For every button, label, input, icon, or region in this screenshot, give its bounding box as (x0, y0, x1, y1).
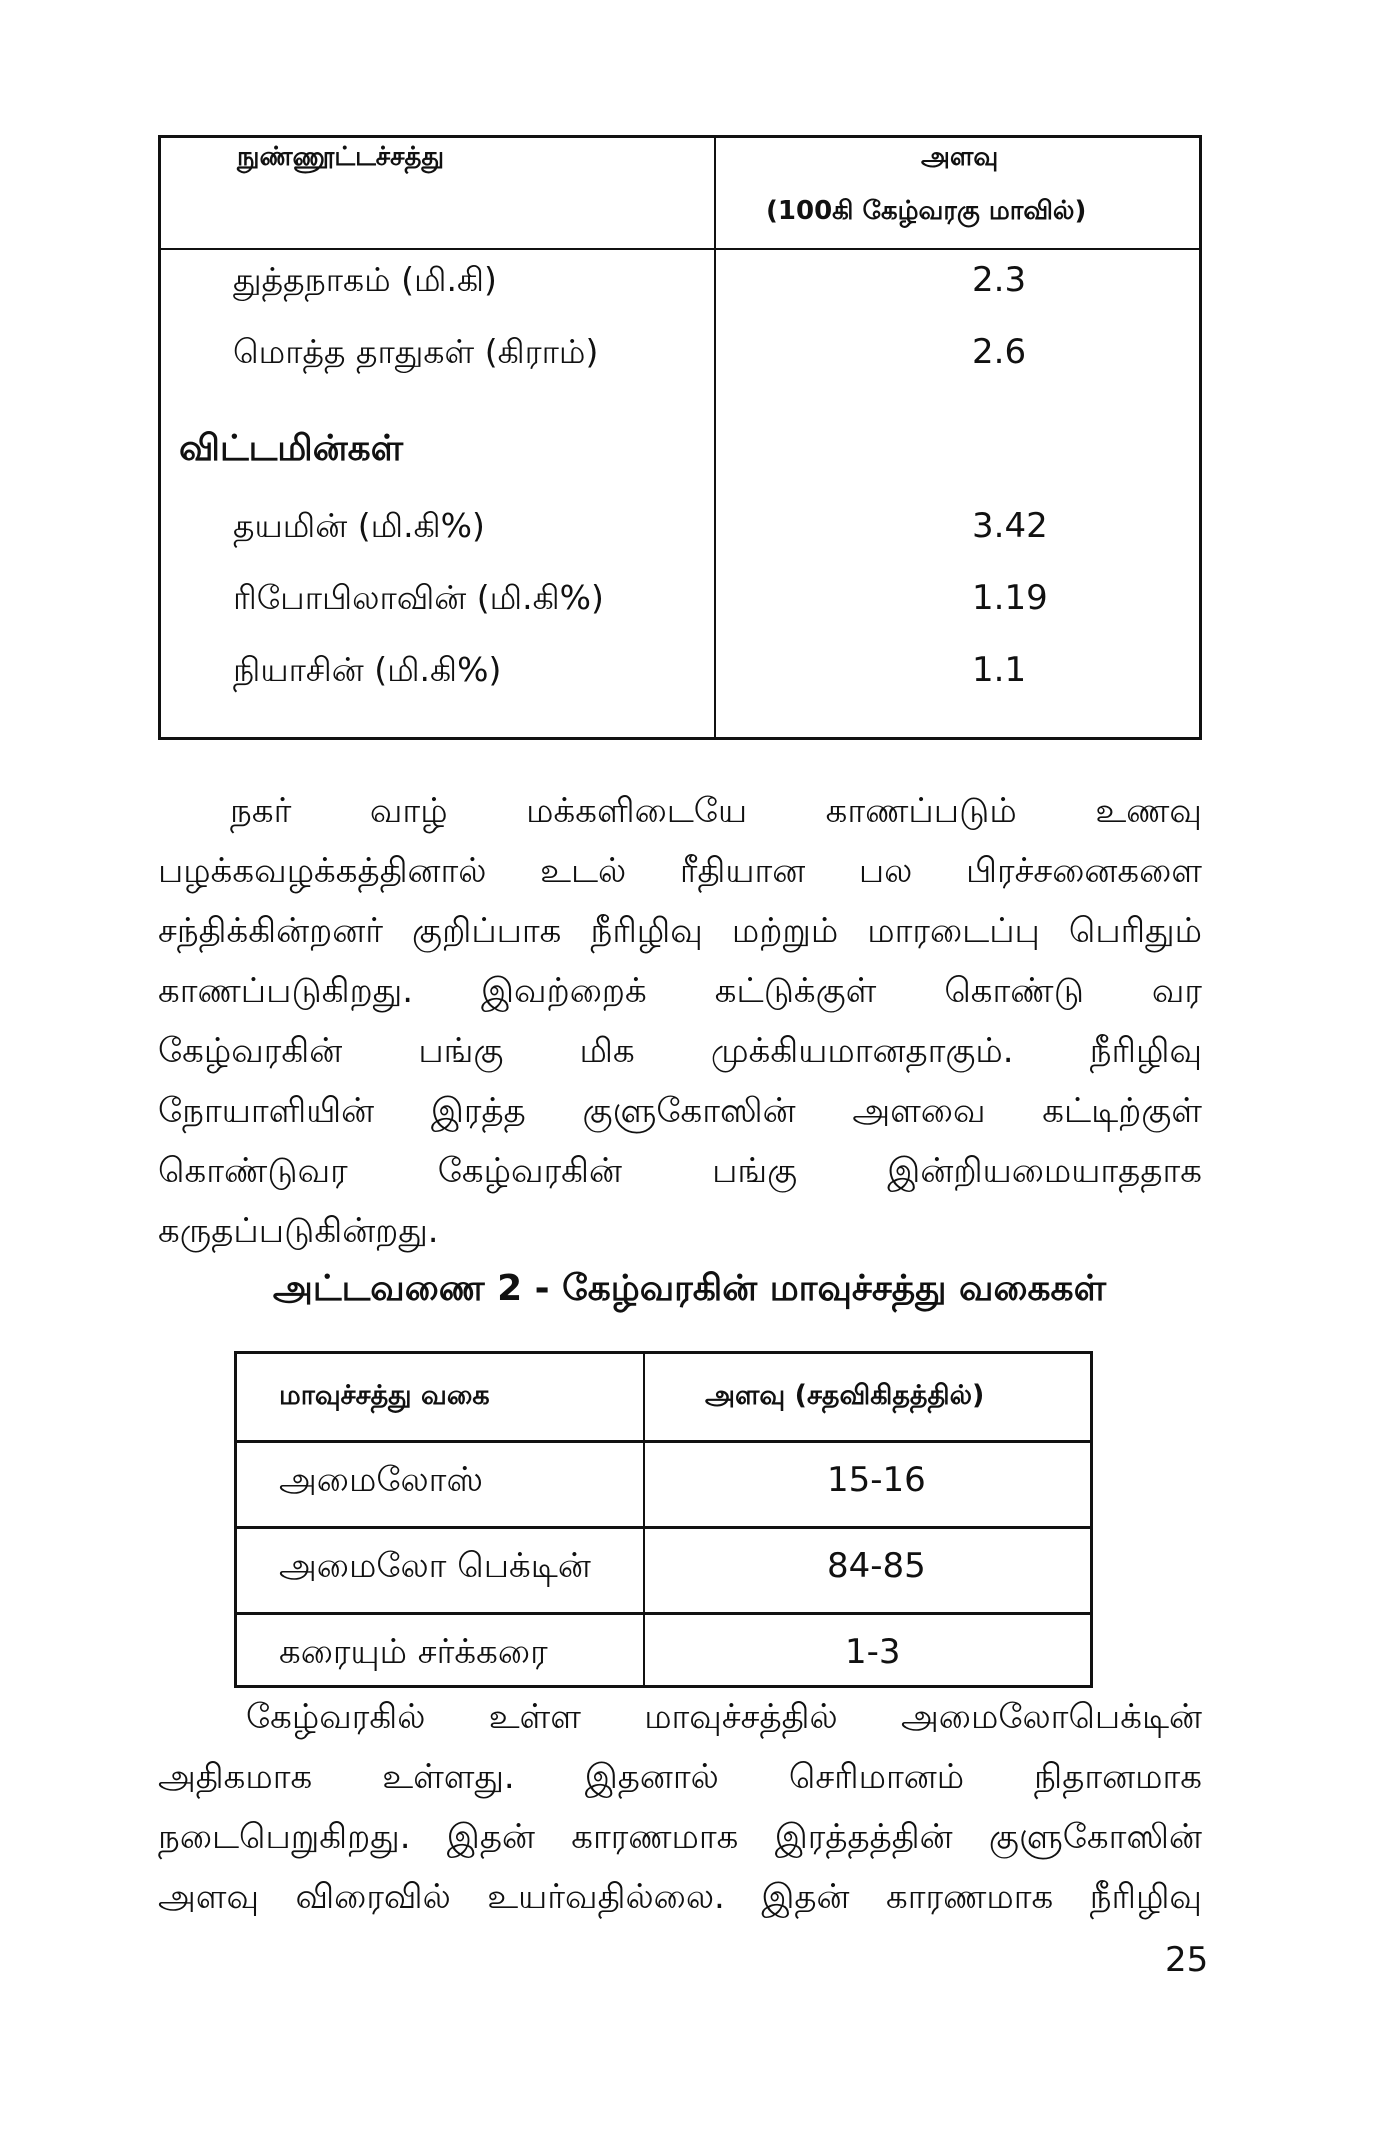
table-header-starch-type: மாவுச்சத்து வகை (279, 1380, 490, 1411)
word: இரத்தத்தின் (774, 1817, 953, 1857)
table-title: அட்டவணை 2 - கேழ்வரகின் மாவுச்சத்து வகைகள் (272, 1268, 1107, 1309)
table-row-value: 2.3 (972, 260, 1027, 300)
word: அமைலோபெக்டின் (901, 1697, 1202, 1737)
word: பங்கு (418, 1031, 504, 1071)
paragraph-line (158, 1817, 1202, 1861)
word: இன்றியமையாததாக (887, 1151, 1202, 1191)
word: பல (858, 851, 913, 891)
word: இதன் (761, 1877, 850, 1917)
word: குளுகோஸின் (582, 1091, 796, 1131)
table-section-heading: விட்டமின்கள் (179, 428, 404, 469)
table-row-value: 1.19 (972, 578, 1048, 618)
word: பிரச்சனைகளை (966, 851, 1202, 891)
paragraph-last-line: கருதப்படுகின்றது. (158, 1211, 439, 1251)
table-row-divider (237, 1440, 1090, 1443)
word: உடல் (540, 851, 627, 891)
paragraph-line (158, 1877, 1202, 1921)
page-number: 25 (1165, 1940, 1209, 1980)
word: இதனால் (584, 1757, 719, 1797)
word: நகர் (230, 791, 292, 831)
paragraph-line (158, 1757, 1202, 1801)
word: நீரிழிவு (590, 911, 703, 951)
word: பங்கு (712, 1151, 798, 1191)
word: குளுகோஸின் (988, 1817, 1202, 1857)
paragraph-line (158, 1031, 1202, 1075)
word: ரீதியான (679, 851, 806, 891)
word: கொண்டுவர (158, 1151, 348, 1191)
starch-type-table (234, 1351, 1093, 1688)
word: உணவு (1095, 791, 1202, 831)
word: மிக (579, 1031, 635, 1071)
word: குறிப்பாக (412, 911, 562, 951)
word: நடைபெறுகிறது. (158, 1817, 411, 1857)
word: அளவு (158, 1877, 260, 1917)
table-row-label: ரிபோபிலாவின் (மி.கி%) (233, 578, 604, 617)
word: கட்டுக்குள் (714, 971, 877, 1011)
word: கட்டிற்குள் (1042, 1091, 1202, 1131)
paragraph-line (158, 851, 1202, 895)
table-column-divider (643, 1354, 645, 1685)
word: மற்றும் (731, 911, 839, 951)
word: மாரடைப்பு (867, 911, 1040, 951)
paragraph-line (158, 971, 1202, 1015)
word: அதிகமாக (158, 1757, 313, 1797)
table-header-divider (161, 248, 1199, 250)
paragraph-line (158, 791, 1202, 835)
word: கேழ்வரகின் (437, 1151, 622, 1191)
table-row-label: தயமின் (மி.கி%) (233, 506, 485, 545)
word: சந்திக்கின்றனர் (158, 911, 383, 951)
word: பழக்கவழக்கத்தினால் (158, 851, 487, 891)
word: காணப்படும் (825, 791, 1017, 831)
table-row-label: நியாசின் (மி.கி%) (233, 650, 502, 689)
table-row-label: துத்தநாகம் (மி.கி) (233, 260, 497, 299)
word: செரிமானம் (788, 1757, 965, 1797)
word: நோயாளியின் (158, 1091, 375, 1131)
paragraph-line (158, 911, 1202, 955)
nutrient-table (158, 135, 1202, 740)
table-column-divider (714, 138, 716, 737)
table-row-value: 2.6 (972, 332, 1027, 372)
paragraph-line (158, 1091, 1202, 1135)
word: கேழ்வரகின் (158, 1031, 343, 1071)
table-row-value: 3.42 (972, 506, 1048, 546)
word: வாழ் (369, 791, 448, 831)
word: நீரிழிவு (1089, 1877, 1202, 1917)
paragraph-line (158, 1151, 1202, 1195)
table-header-nutrient: நுண்ணூட்டச்சத்து (237, 142, 445, 172)
table-row-label: கரையும் சர்க்கரை (279, 1632, 548, 1672)
word: இதன் (446, 1817, 535, 1857)
word: முக்கியமானதாகும். (710, 1031, 1014, 1071)
word: இரத்த (430, 1091, 526, 1131)
word: காரணமாக (886, 1877, 1054, 1917)
table-row-label: அமைலோ பெக்டின் (279, 1546, 591, 1586)
word: காரணமாக (571, 1817, 739, 1857)
table-header-amount: அளவு (921, 142, 999, 172)
table-header-amount-unit: (100கி கேழ்வரகு மாவில்) (766, 196, 1087, 226)
table-row-value: 84-85 (827, 1546, 926, 1586)
table-row-value: 1-3 (845, 1632, 901, 1672)
word: உயர்வதில்லை. (487, 1877, 725, 1917)
table-row-divider (237, 1526, 1090, 1529)
word: காணப்படுகிறது. (158, 971, 414, 1011)
word: அளவை (852, 1091, 986, 1131)
table-row-label: மொத்த தாதுகள் (கிராம்) (233, 332, 599, 371)
word: பெரிதும் (1068, 911, 1202, 951)
word: கொண்டு (944, 971, 1084, 1011)
table-row-value: 15-16 (827, 1460, 926, 1500)
word: மாவுச்சத்தில் (644, 1697, 838, 1737)
word: விரைவில் (295, 1877, 451, 1917)
word: மக்களிடையே (526, 791, 748, 831)
word: உள்ள (488, 1697, 581, 1737)
table-row-value: 1.1 (972, 650, 1027, 690)
table-row-divider (237, 1612, 1090, 1615)
word: உள்ளது. (382, 1757, 515, 1797)
word: வர (1151, 971, 1202, 1011)
word: நீரிழிவு (1089, 1031, 1202, 1071)
table-header-amount: அளவு (சதவிகிதத்தில்) (705, 1380, 985, 1411)
word: இவற்றைக் (480, 971, 647, 1011)
table-row-label: அமைலோஸ் (279, 1460, 483, 1500)
word: நிதானமாக (1034, 1757, 1202, 1797)
paragraph-line (158, 1697, 1202, 1741)
word: கேழ்வரகில் (246, 1697, 426, 1737)
